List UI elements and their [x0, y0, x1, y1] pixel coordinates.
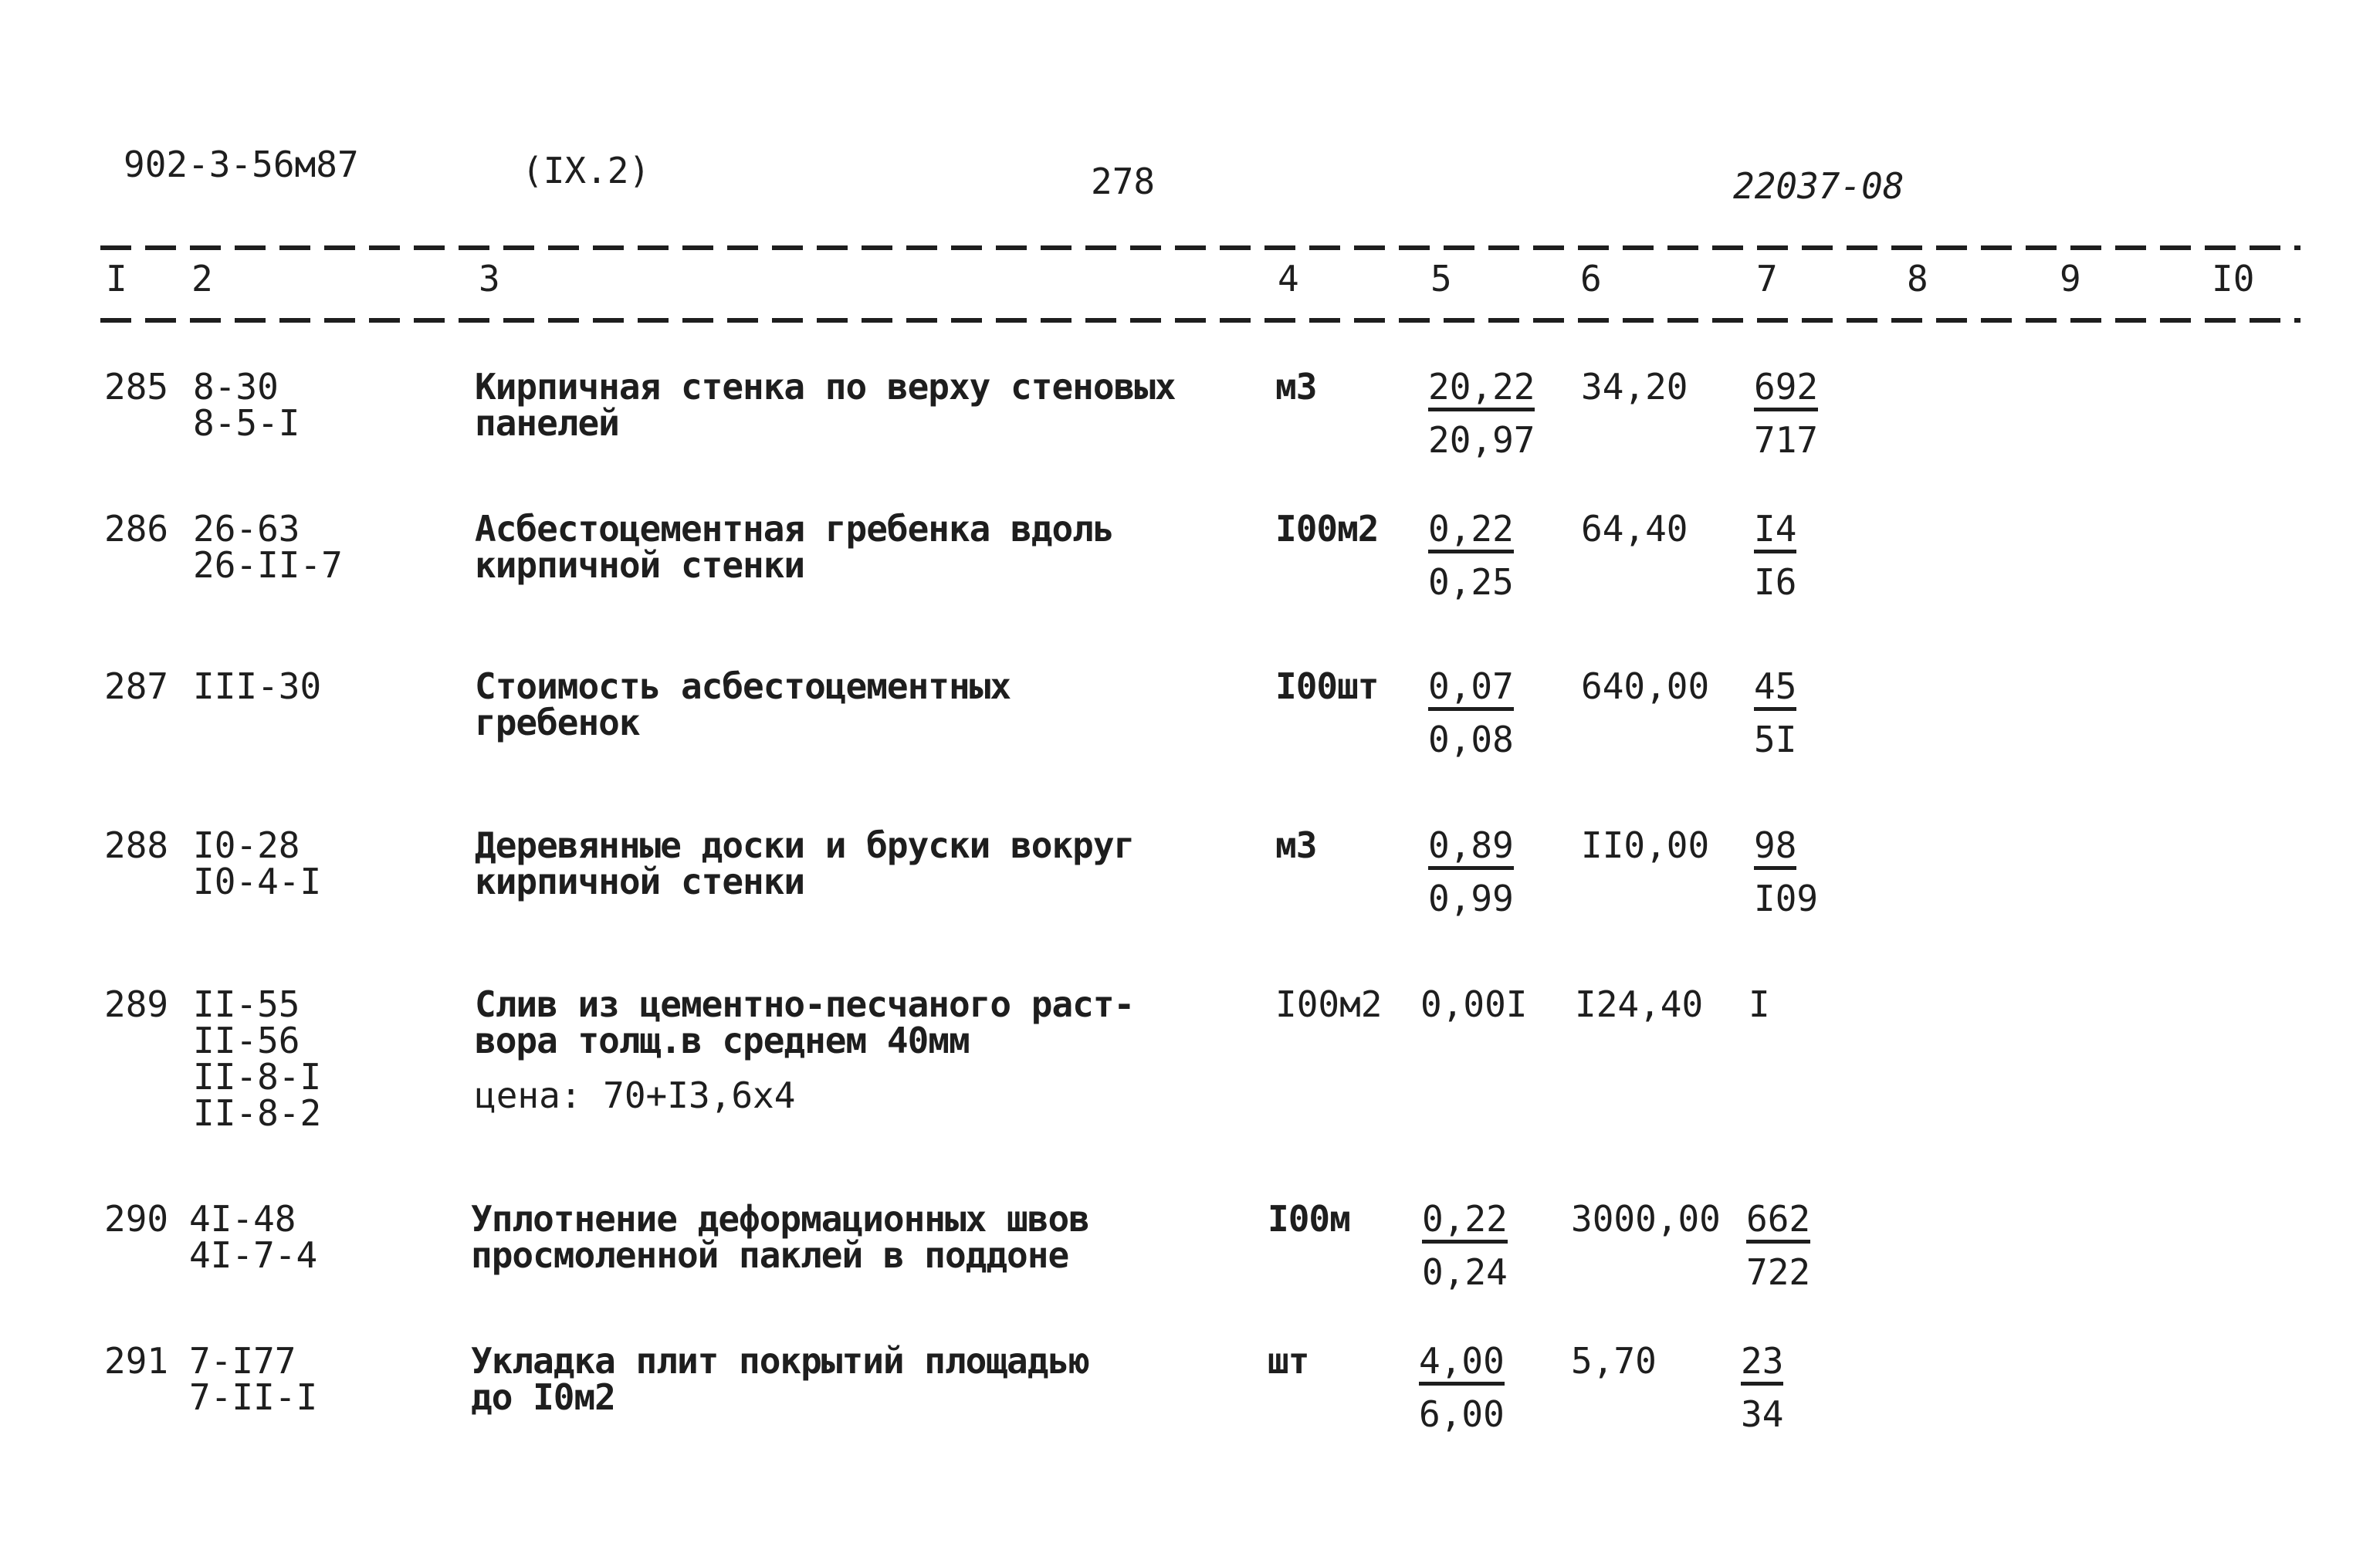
- quantity-fraction: [1422, 1198, 1508, 1293]
- column-number-3: 3: [479, 258, 500, 300]
- rate-codes: 7-I77 7-II-I: [189, 1340, 318, 1418]
- rate-codes: 26-63 26-II-7: [193, 508, 343, 586]
- unit: I00м2: [1275, 508, 1379, 550]
- quantity-top: 0,22: [1428, 511, 1514, 553]
- quantity: 0,00I: [1420, 983, 1528, 1025]
- cost-bottom: 717: [1754, 419, 1819, 461]
- column-number-8: 8: [1907, 258, 1928, 300]
- row-number: 291: [104, 1340, 169, 1382]
- unit: I00м: [1268, 1198, 1350, 1240]
- quantity-bottom: 0,24: [1422, 1251, 1508, 1293]
- cost-bottom: I6: [1754, 561, 1797, 603]
- rate-codes: 8-30 8-5-I: [193, 366, 300, 444]
- row-number: 287: [104, 665, 169, 707]
- work-description: Асбестоцементная гребенка вдоль кирпичной стенки: [475, 508, 1114, 586]
- quantity-top: 0,89: [1428, 827, 1514, 870]
- work-description: Уплотнение деформационных швов просмоленной паклей в поддоне: [471, 1198, 1089, 1276]
- row-number: 290: [104, 1198, 169, 1240]
- row-number: 288: [104, 824, 169, 866]
- work-description: Укладка плит покрытий площадью до I0м2: [471, 1340, 1089, 1418]
- rate-codes: 4I-48 4I-7-4: [189, 1198, 318, 1276]
- unit: м3: [1275, 366, 1317, 408]
- cost-fraction: [1754, 366, 1819, 461]
- row-number: 286: [104, 508, 169, 550]
- cost: I: [1749, 983, 1770, 1025]
- rate-codes: I0-28 I0-4-I: [193, 824, 322, 902]
- column-number-5: 5: [1430, 258, 1452, 300]
- column-number-1: I: [106, 258, 127, 300]
- row-number: 289: [104, 983, 169, 1025]
- column-number-2: 2: [191, 258, 213, 300]
- quantity-top: 0,07: [1428, 668, 1514, 711]
- cost-fraction: [1741, 1340, 1784, 1435]
- cost-top: 45: [1754, 668, 1796, 711]
- work-description: Слив из цементно-песчаного раст- вора толщ.в среднем 40мм: [475, 983, 1135, 1061]
- quantity-bottom: 6,00: [1419, 1393, 1505, 1435]
- cost-fraction: [1746, 1198, 1811, 1293]
- section-number: (IX.2): [522, 150, 651, 191]
- price-note: цена: 70+I3,6x4: [475, 1075, 796, 1116]
- unit: м3: [1275, 824, 1317, 866]
- quantity-bottom: 0,25: [1428, 561, 1514, 603]
- quantity-top: 20,22: [1428, 369, 1535, 411]
- unit-price: II0,00: [1581, 824, 1710, 866]
- column-number-10: I0: [2212, 258, 2255, 300]
- quantity-fraction: [1419, 1340, 1505, 1435]
- cost-fraction: [1754, 508, 1797, 603]
- archive-code: 22037-08: [1733, 165, 1904, 207]
- cost-fraction: [1754, 824, 1819, 919]
- unit-price: 640,00: [1581, 665, 1710, 707]
- quantity-top: 4,00: [1419, 1343, 1505, 1386]
- rate-codes: III-30: [193, 665, 322, 707]
- column-number-7: 7: [1756, 258, 1778, 300]
- quantity-bottom: 0,99: [1428, 878, 1514, 919]
- cost-bottom: 5I: [1754, 719, 1797, 760]
- quantity-fraction: [1428, 665, 1514, 760]
- cost-top: 23: [1741, 1343, 1783, 1386]
- quantity-fraction: [1428, 508, 1514, 603]
- cost-top: 98: [1754, 827, 1796, 870]
- column-number-9: 9: [2060, 258, 2081, 300]
- cost-fraction: [1754, 665, 1797, 760]
- rate-codes: II-55 II-56 II-8-I II-8-2: [193, 983, 322, 1134]
- unit-price: 5,70: [1571, 1340, 1657, 1382]
- header-divider-bottom: [100, 318, 2300, 323]
- document-code: 902-3-56м87: [124, 144, 359, 185]
- work-description: Деревянные доски и бруски вокруг кирпичной стенки: [475, 824, 1135, 902]
- quantity-top: 0,22: [1422, 1201, 1508, 1244]
- cost-bottom: 34: [1741, 1393, 1784, 1435]
- cost-bottom: 722: [1746, 1251, 1811, 1293]
- row-number: 285: [104, 366, 169, 408]
- header-divider-top: [100, 245, 2300, 250]
- cost-top: I4: [1754, 511, 1796, 553]
- work-description: Кирпичная стенка по верху стеновых панелей: [475, 366, 1176, 444]
- unit-price: 3000,00: [1571, 1198, 1721, 1240]
- column-number-6: 6: [1580, 258, 1602, 300]
- column-number-4: 4: [1278, 258, 1299, 300]
- unit-price: 34,20: [1581, 366, 1688, 408]
- unit-price: 64,40: [1581, 508, 1688, 550]
- quantity-fraction: [1428, 824, 1514, 919]
- cost-top: 662: [1746, 1201, 1810, 1244]
- quantity-bottom: 20,97: [1428, 419, 1535, 461]
- unit-price: I24,40: [1575, 983, 1704, 1025]
- cost-bottom: I09: [1754, 878, 1819, 919]
- unit: шт: [1268, 1340, 1309, 1382]
- page-number: 278: [1091, 161, 1156, 202]
- unit: I00шт: [1275, 665, 1379, 707]
- quantity-bottom: 0,08: [1428, 719, 1514, 760]
- unit: I00м2: [1275, 983, 1383, 1025]
- cost-top: 692: [1754, 369, 1818, 411]
- work-description: Стоимость асбестоцементных гребенок: [475, 665, 1011, 743]
- quantity-fraction: [1428, 366, 1535, 461]
